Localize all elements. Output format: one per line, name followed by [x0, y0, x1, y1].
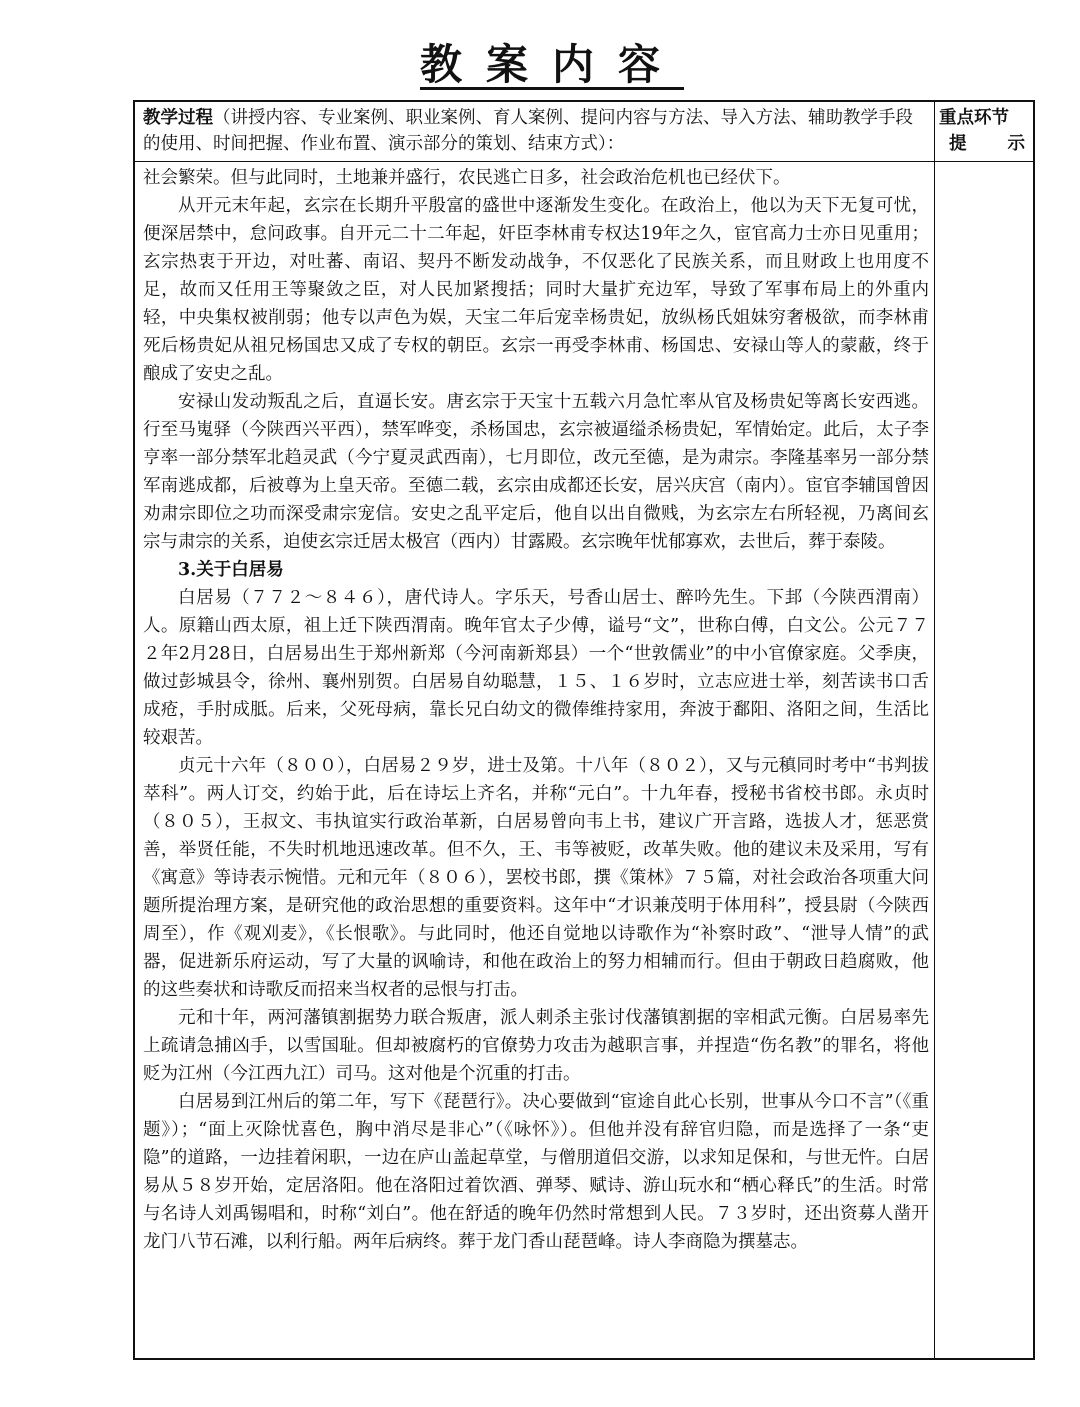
header-detail: （讲授内容、专业案例、职业案例、育人案例、提问内容与方法、导入方法、辅助教学手段的使用、时间把握、作业布置、演示部分的策划、结束方式）： [143, 108, 913, 154]
paragraph: 安禄山发动叛乱之后，直逼长安。唐玄宗于天宝十五载六月急忙率从官及杨贵妃等离长安西逃。行至马嵬驿（今陕西兴平西），禁军哗变，杀杨国忠，玄宗被逼缢杀杨贵妃，军情始定。此后，太子李亨率一部分禁军北趋灵武（今宁夏灵武西南），七月即位，改元至德，是为肃宗。李隆基率另一部分禁军南逃成都，后被尊为上皇天帝。至德二载，玄宗由成都还长安，居兴庆宫（南内）。宦官李辅国曾因劝肃宗即位之功而深受肃宗宠信。安史之乱平定后，他自以出自微贱，为玄宗左右所轻视，乃离间玄宗与肃宗的关系，迫使玄宗迁居太极宫（西内）甘露殿。玄宗晚年忧郁寡欢，去世后，葬于泰陵。 [143, 392, 929, 552]
column-divider [934, 102, 935, 1358]
paragraph: 贞元十六年（８００），白居易２９岁，进士及第。十八年（８０２），又与元稹同时考中“书判拔萃科”。两人订交，约始于此，后在诗坛上齐名，并称“元白”。十九年春，授秘书省校书郎。永贞时（８０５），王叔文、韦执谊实行政治革新，白居易曾向韦上书，建议广开言路，选拔人才，惩恶赏善，举贤任能，不失时机地迅速改革。但不久，王、韦等被贬，改革失败。他的建议未及采用，写有《寓意》等诗表示惋惜。元和元年（８０６），罢校书郎，撰《策林》７５篇，对社会政治各项重大问题所提治理方案，是研究他的政治思想的重要资料。这年中“才识兼茂明于体用科”，授县尉（今陕西周至），作《观刈麦》，《长恨歌》。与此同时，他还自觉地以诗歌作为“补察时政”、“泄导人情”的武器，促进新乐府运动，写了大量的讽喻诗，和他在政治上的努力相辅而行。但由于朝政日趋腐败，他的这些奏状和诗歌反而招来当权者的忌恨与打击。 [143, 756, 929, 1000]
paragraph: 社会繁荣。但与此同时，土地兼并盛行，农民逃亡日多，社会政治危机也已经伏下。 [143, 168, 791, 188]
side-header [939, 105, 1031, 157]
paragraph: 白居易到江州后的第二年，写下《琵琶行》。决心要做到“宦途自此心长别，世事从今口不言”（《重题》）；“面上灭除忧喜色，胸中消尽是非心”（《咏怀》）。但他并没有辞官归隐，而是选择了一条“吏隐”的道路，一边挂着闲职，一边在庐山盖起草堂，与僧朋道侣交游，以求知足保和，与世无忤。白居易从５８岁开始，定居洛阳。他在洛阳过着饮酒、弹琴、赋诗、游山玩水和“栖心释氏”的生活。时常与名诗人刘禹锡唱和，时称“刘白”。他在舒适的晚年仍然时常想到人民。７３岁时，还出资募人凿开龙门八节石滩，以利行船。两年后病终。葬于龙门香山琵琶峰。诗人李商隐为撰墓志。 [143, 1092, 929, 1252]
header-divider [135, 161, 1033, 162]
paragraph: 元和十年，两河藩镇割据势力联合叛唐，派人刺杀主张讨伐藩镇割据的宰相武元衡。白居易率先上疏请急捕凶手，以雪国耻。但却被腐朽的官僚势力攻击为越职言事，并捏造“伤名教”的罪名，将他贬为江州（今江西九江）司马。这对他是个沉重的打击。 [143, 1008, 929, 1084]
section-heading: 3.关于白居易 [178, 560, 284, 580]
page-title: 教案内容 [419, 40, 684, 89]
lesson-table [133, 100, 1035, 1360]
paragraph: 白居易（７７２～８４６），唐代诗人。字乐天，号香山居士、醉吟先生。下邽（今陕西渭南）人。原籍山西太原，祖上迁下陕西渭南。晚年官太子少傅，谥号“文”，世称白傅，白文公。公元７７２年2月28日，白居易出生于郑州新郑（今河南新郑县）一个“世敦儒业”的中小官僚家庭。父季庚，做过彭城县令，徐州、襄州别贺。白居易自幼聪慧，１５、１６岁时，立志应进士举，刻苦读书口舌成疮，手肘成胝。后来，父死母病，靠长兄白幼文的微俸维持家用，奔波于鄱阳、洛阳之间，生活比较艰苦。 [143, 588, 929, 748]
side-header-char-1: 提 [949, 134, 967, 154]
header-label: 教学过程 [143, 108, 213, 128]
lesson-content [143, 164, 929, 1256]
table-header [143, 105, 929, 157]
side-header-line1: 重点环节 [939, 108, 1009, 128]
paragraph: 从开元末年起，玄宗在长期升平殷富的盛世中逐渐发生变化。在政治上，他以为天下无复可忧，便深居禁中，怠问政事。自开元二十二年起，奸臣李林甫专权达19年之久，宦官高力士亦日见重用；玄宗热衷于开边，对吐蕃、南诏、契丹不断发动战争，不仅恶化了民族关系，而且财政上也用度不足，故而又任用王等聚敛之臣，对人民加紧搜括；同时大量扩充边军，导致了军事布局上的外重内轻，中央集权被削弱；他专以声色为娱，天宝二年后宠幸杨贵妃，放纵杨氏姐妹穷奢极欲，而李林甫死后杨贵妃从祖兄杨国忠又成了专权的朝臣。玄宗一再受李林甫、杨国忠、安禄山等人的蒙蔽，终于酿成了安史之乱。 [143, 196, 929, 384]
side-header-line2 [939, 131, 1031, 157]
side-header-char-2: 示 [1007, 134, 1025, 154]
